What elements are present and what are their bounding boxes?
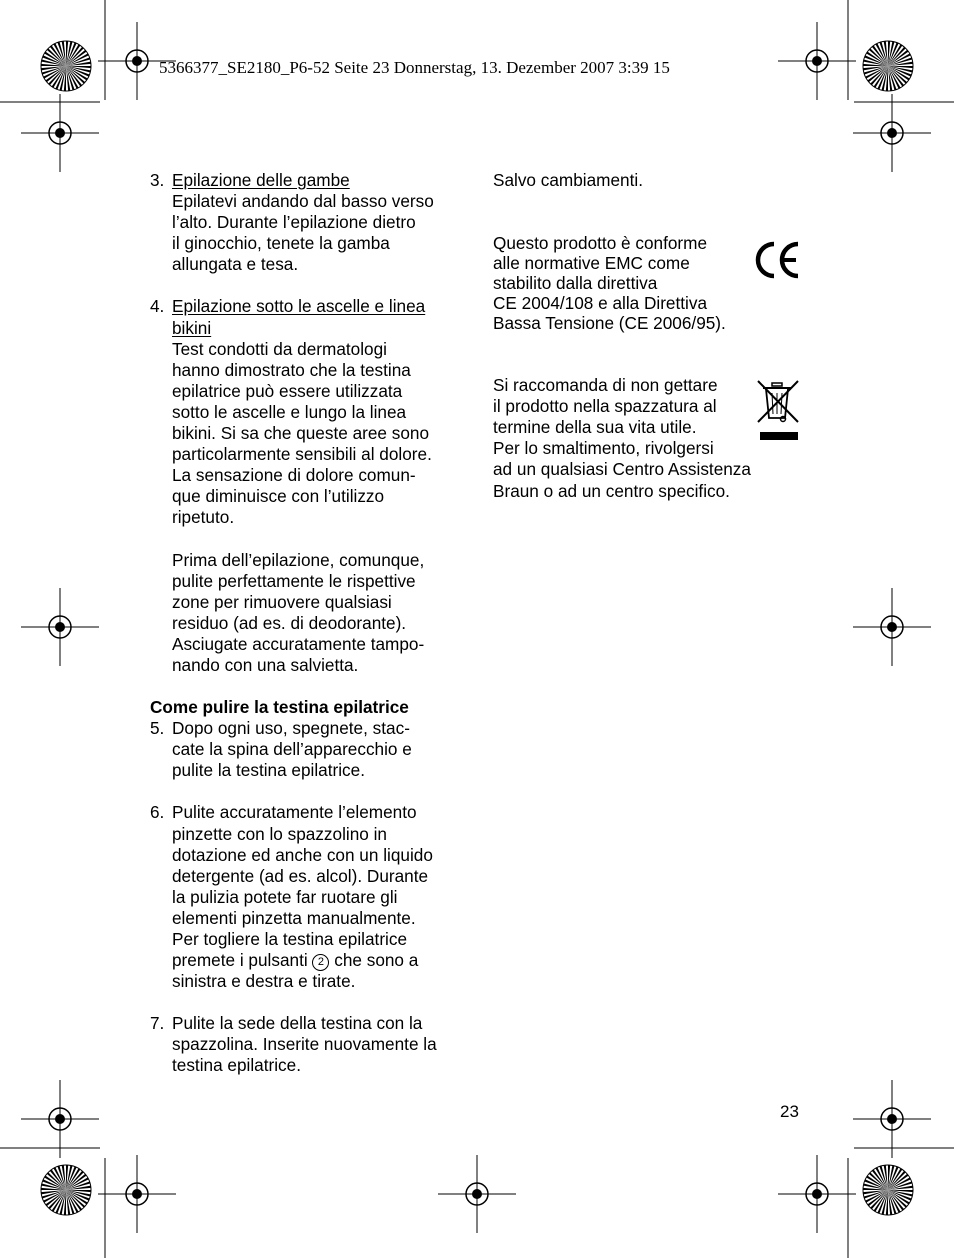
step-line: pinzette con lo spazzolino in [172,823,387,844]
step-line: La sensazione di dolore comun- [172,465,416,486]
weee-line: termine della sua vita utile. [493,417,697,438]
step-heading: Epilazione sotto le ascelle e linea [172,296,426,317]
step-line: Pulite accuratamente l’elemento [172,802,417,823]
step-line: la pulizia potete far ruotare gli [172,886,398,907]
step-line: ripetuto. [172,507,235,528]
step-line: pulite la testina epilatrice. [172,760,365,781]
ce-line: alle normative EMC come [493,253,690,274]
step-number: 3. [150,170,165,190]
ce-line: Bassa Tensione (CE 2006/95). [493,313,726,334]
weee-line: ad un qualsiasi Centro Assistenza [493,459,751,480]
step-line: nando con una salvietta. [172,654,359,675]
step-line: cate la spina dell’apparecchio e [172,739,412,760]
step-line: elementi pinzetta manualmente. [172,907,416,928]
step-line: Asciugate accuratamente tampo- [172,633,425,654]
step-line: l’alto. Durante l’epilazione dietro [172,212,416,233]
step-line: Dopo ogni uso, spegnete, stac- [172,718,410,739]
step-line: il ginocchio, tenete la gamba [172,233,390,254]
step-line: Test condotti da dermatologi [172,338,387,359]
step-line: pulite perfettamente le rispettive [172,570,416,591]
step-line: Prima dell’epilazione, comunque, [172,549,425,570]
step-number: 5. [150,718,165,739]
step-line: Pulite la sede della testina con la [172,1013,423,1034]
step-line: epilatrice può essere utilizzata [172,380,403,401]
step-line: particolarmente sensibili al dolore. [172,444,432,465]
step-number: 4. [150,296,165,317]
step-heading: Epilazione delle gambe [172,170,350,190]
step-line: bikini. Si sa che queste aree sono [172,423,430,444]
weee-line: Si raccomanda di non gettare [493,375,718,396]
change-notice: Salvo cambiamenti. [493,170,643,190]
step-line: Epilatevi andando dal basso verso [172,191,434,212]
step-line: spazzolina. Inserite nuovamente la [172,1034,437,1055]
step-number: 7. [150,1013,165,1034]
step-line: Per togliere la testina epilatrice [172,929,408,949]
section-heading: Come pulire la testina epilatrice [150,697,409,718]
step-line: que diminuisce con l’utilizzo [172,486,385,507]
circled-number-icon: 2 [312,954,329,971]
step-line: zone per rimuovere qualsiasi [172,591,392,612]
ce-line: CE 2004/108 e alla Direttiva [493,293,708,314]
step-text: che sono a [334,950,419,971]
step-line: dotazione ed anche con un liquido [172,844,433,865]
step-heading: bikini [172,317,212,338]
print-slug: 5366377_SE2180_P6-52 Seite 23 Donnerstag, 13. Dezember 2007 3:39 15 [159,58,670,77]
ce-line: Questo prodotto è conforme [493,233,708,254]
weee-line: Braun o ad un centro specifico. [493,480,730,501]
step-line: sinistra e destra e tirate. [172,971,356,992]
step-line: detergente (ad es. alcol). Durante [172,865,429,886]
step-line: testina epilatrice. [172,1055,301,1076]
weee-line: Per lo smaltimento, rivolgersi [493,438,714,459]
step-line: residuo (ad es. di deodorante). [172,612,407,633]
step-number: 6. [150,802,165,823]
step-line: sotto le ascelle e lungo la linea [172,401,407,422]
step-text: premete i pulsanti [172,950,308,971]
ce-line: stabilito dalla direttiva [493,273,658,294]
step-line: allungata e tesa. [172,254,299,275]
weee-line: il prodotto nella spazzatura al [493,396,717,417]
step-line: hanno dimostrato che la testina [172,359,411,380]
page-number: 23 [780,1102,799,1121]
